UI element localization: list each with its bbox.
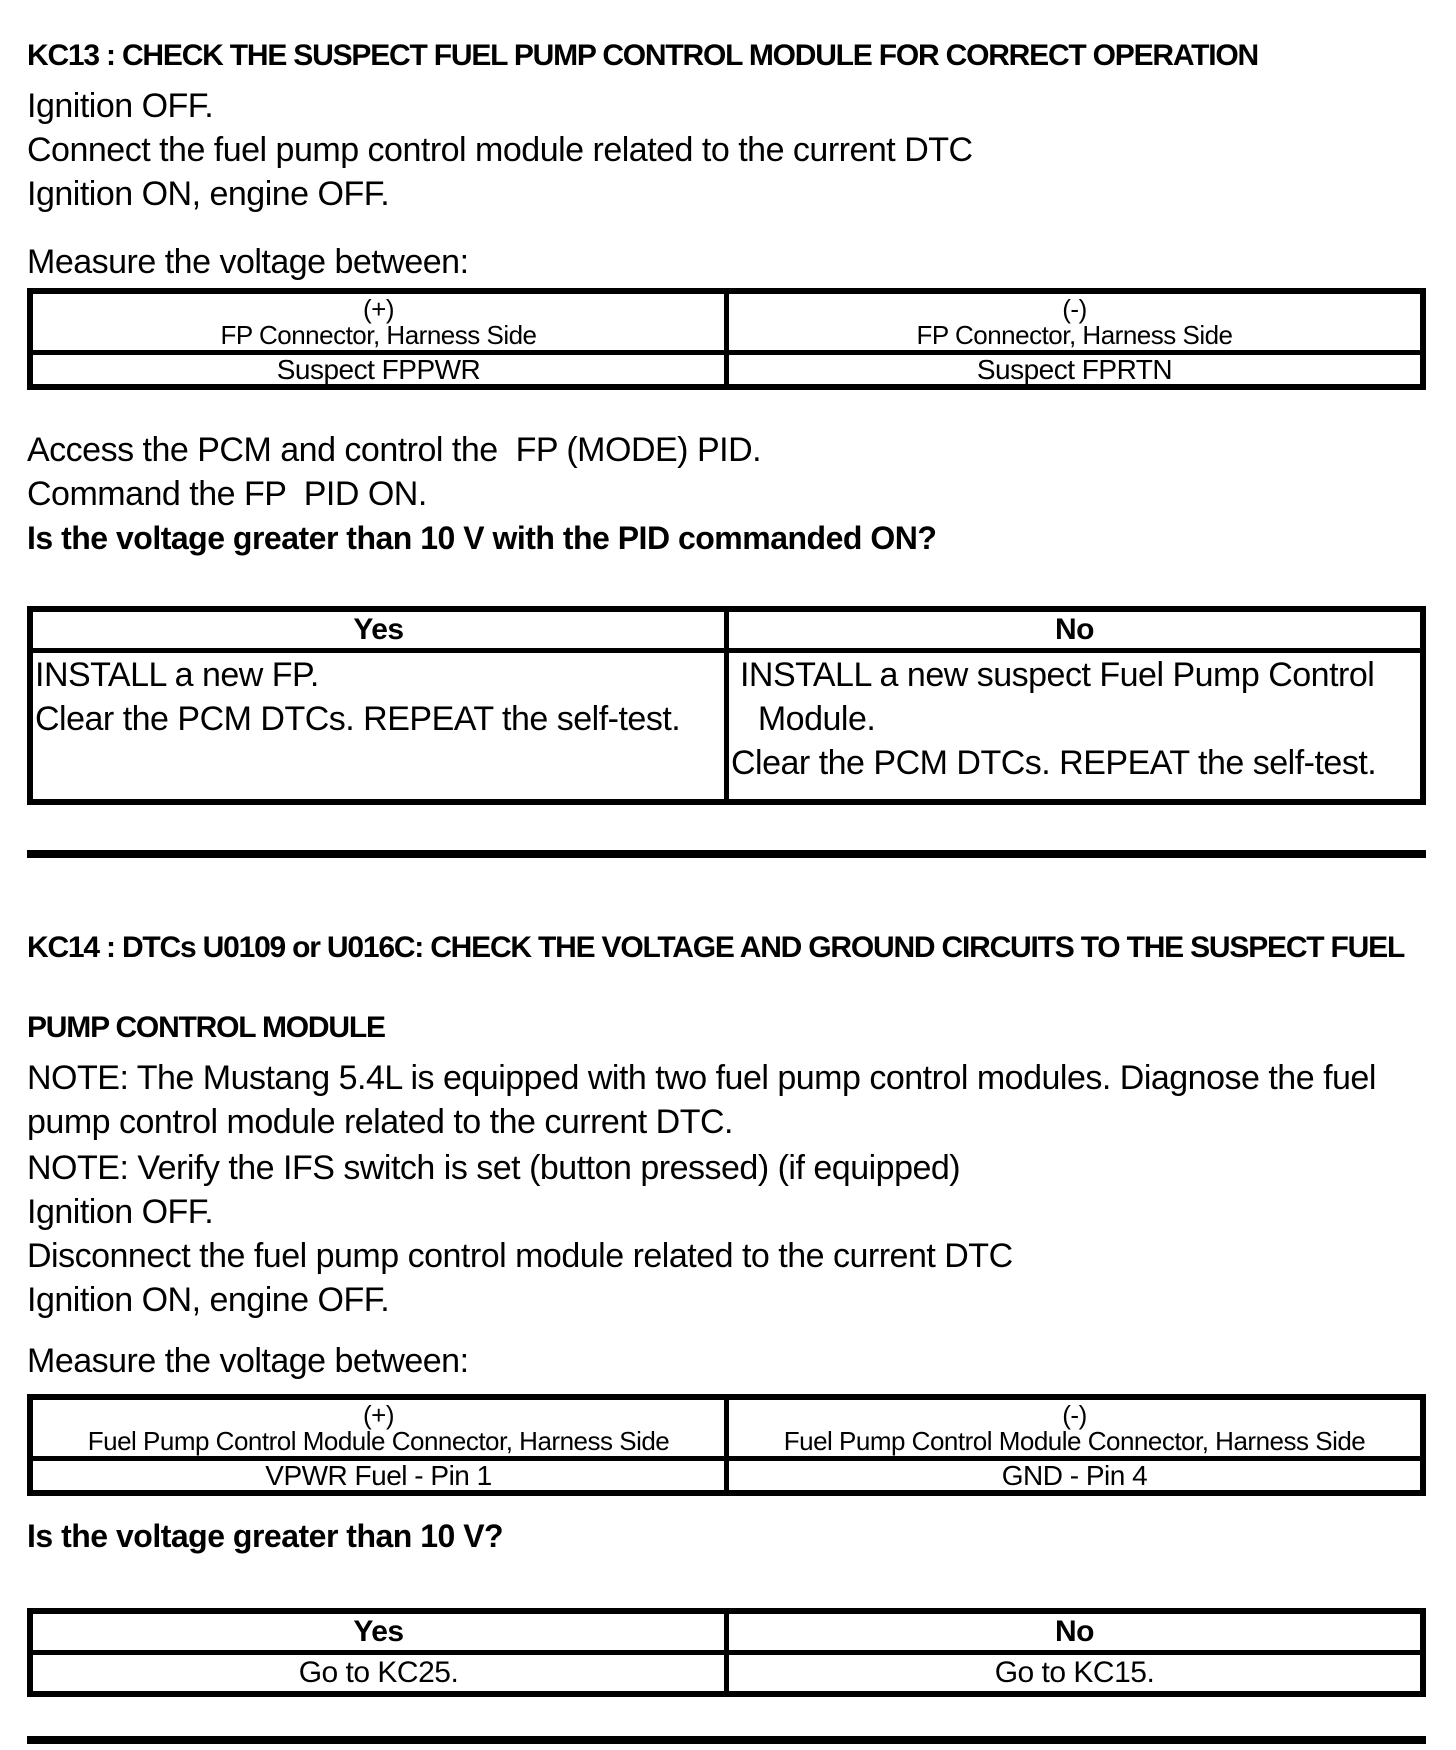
kc13-yes-action-line: Clear the PCM DTCs. REPEAT the self-test. (35, 700, 681, 738)
kc14-voltage-value-row (30, 1459, 1423, 1494)
kc14-question: Is the voltage greater than 10 V? (27, 1518, 504, 1554)
kc14-yes-header: Yes (30, 1611, 727, 1653)
kc14-note-ifs-switch: NOTE: Verify the IFS switch is set (button pressed) (if equipped) (27, 1149, 961, 1187)
kc14-note-mustang-line-1: NOTE: The Mustang 5.4L is equipped with two fuel pump control modules. Diagnose the fuel (27, 1059, 1376, 1097)
kc13-step-access-pcm: Access the PCM and control the FP (MODE) PID. (27, 431, 762, 469)
kc13-voltage-table (27, 288, 1426, 390)
kc13-step-connect-module: Connect the fuel pump control module related to the current DTC (27, 131, 973, 169)
kc13-no-header: No (727, 609, 1424, 651)
kc13-yes-action-cell (30, 651, 727, 803)
kc13-step-command-pid: Command the FP PID ON. (27, 475, 427, 513)
section-kc13 (27, 36, 1426, 805)
kc14-decision-table (27, 1608, 1426, 1697)
kc13-step-ignition-on: Ignition ON, engine OFF. (27, 175, 390, 213)
kc13-no-action-line: Module. (731, 700, 876, 738)
kc14-no-header: No (727, 1611, 1424, 1653)
kc14-step-disconnect-module: Disconnect the fuel pump control module related to the current DTC (27, 1237, 1013, 1275)
kc13-voltage-header-row (30, 291, 1423, 353)
kc13-decision-table (27, 606, 1426, 805)
kc13-neg-pin-value: Suspect FPRTN (727, 353, 1424, 388)
page-bottom-rule (27, 1736, 1426, 1744)
kc14-measure-label: Measure the voltage between: (27, 1342, 469, 1380)
kc13-heading: KC13 : CHECK THE SUSPECT FUEL PUMP CONTROL MODULE FOR CORRECT OPERATION (27, 39, 1258, 72)
kc14-no-goto: Go to KC15. (727, 1653, 1424, 1695)
kc14-decision-header-row (30, 1611, 1423, 1653)
plus-sign-label: (+) (363, 1400, 394, 1430)
minus-sign-label: (-) (1062, 294, 1087, 324)
kc14-voltage-table (27, 1394, 1426, 1496)
kc14-step-ignition-on: Ignition ON, engine OFF. (27, 1281, 390, 1319)
kc13-question: Is the voltage greater than 10 V with the PID commanded ON? (27, 520, 937, 556)
kc13-no-action-line: INSTALL a new suspect Fuel Pump Control (731, 656, 1375, 694)
section-divider-rule (27, 850, 1426, 858)
kc14-note-mustang (27, 1056, 1426, 1144)
kc13-decision-header-row (30, 609, 1423, 651)
kc13-voltage-value-row (30, 353, 1423, 388)
kc13-yes-header: Yes (30, 609, 727, 651)
kc14-pos-pin-value: VPWR Fuel - Pin 1 (30, 1459, 727, 1494)
kc14-note-mustang-line-2: pump control module related to the current DTC. (27, 1103, 733, 1141)
kc14-yes-goto: Go to KC25. (30, 1653, 727, 1695)
kc14-heading (27, 928, 1426, 1048)
kc13-no-action-line: Clear the PCM DTCs. REPEAT the self-test. (731, 744, 1377, 782)
kc13-pos-connector-label: FP Connector, Harness Side (220, 320, 537, 350)
section-kc14 (27, 928, 1426, 1697)
kc14-step-ignition-off: Ignition OFF. (27, 1193, 214, 1231)
kc13-decision-body-row (30, 651, 1423, 803)
kc14-heading-line-2: PUMP CONTROL MODULE (27, 1011, 385, 1044)
minus-sign-label: (-) (1062, 1400, 1087, 1430)
kc14-voltage-neg-header-cell (727, 1397, 1424, 1459)
kc14-voltage-pos-header-cell (30, 1397, 727, 1459)
kc13-pos-pin-value: Suspect FPPWR (30, 353, 727, 388)
kc14-heading-line-1: KC14 : DTCs U0109 or U016C: CHECK THE VOLTAGE AND GROUND CIRCUITS TO THE SUSPECT FUEL (27, 931, 1405, 964)
kc13-measure-label: Measure the voltage between: (27, 243, 469, 281)
kc13-yes-action-line: INSTALL a new FP. (35, 656, 319, 694)
kc14-pos-connector-label: Fuel Pump Control Module Connector, Harness Side (87, 1426, 670, 1456)
plus-sign-label: (+) (363, 294, 394, 324)
kc14-decision-value-row (30, 1653, 1423, 1695)
kc13-no-action-cell (727, 651, 1424, 803)
kc13-neg-connector-label: FP Connector, Harness Side (916, 320, 1233, 350)
kc14-neg-pin-value: GND - Pin 4 (727, 1459, 1424, 1494)
kc13-step-ignition-off: Ignition OFF. (27, 87, 214, 125)
kc13-voltage-neg-header-cell (727, 291, 1424, 353)
kc13-voltage-pos-header-cell (30, 291, 727, 353)
kc14-neg-connector-label: Fuel Pump Control Module Connector, Harness Side (783, 1426, 1366, 1456)
kc14-voltage-header-row (30, 1397, 1423, 1459)
